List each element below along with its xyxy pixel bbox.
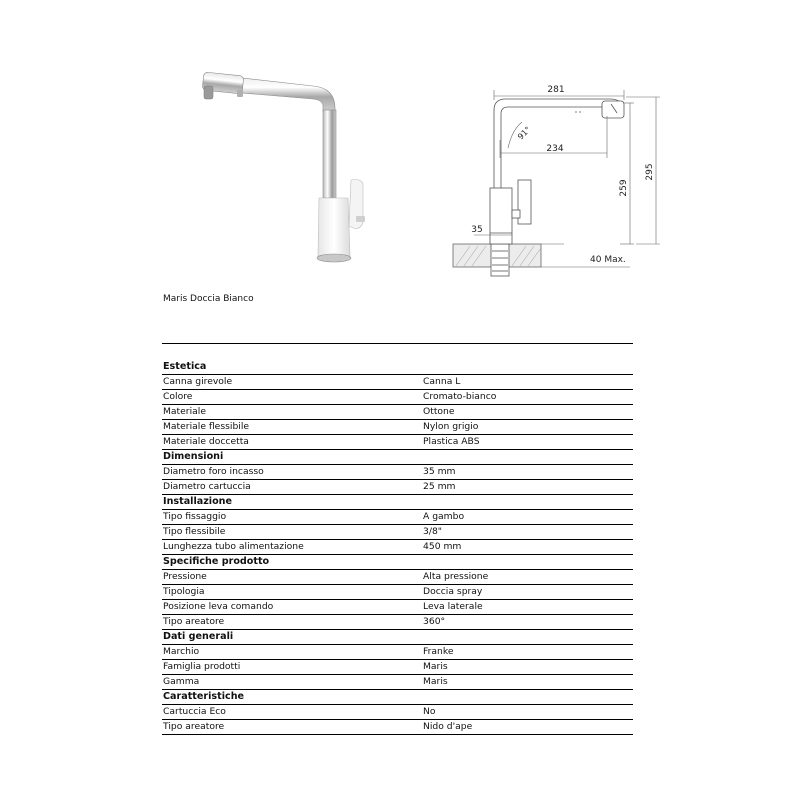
- spec-value: Doccia spray: [423, 586, 483, 597]
- dim-total-width: 281: [547, 85, 565, 95]
- spec-value: Cromato-bianco: [423, 391, 497, 402]
- spec-label: Famiglia prodotti: [163, 661, 241, 672]
- spec-label: Tipo flessibile: [163, 526, 226, 537]
- spec-label: Pressione: [163, 571, 207, 582]
- spec-label: Tipo areatore: [163, 721, 225, 732]
- spec-label: Diametro foro incasso: [163, 466, 264, 477]
- dim-height-spout: 259: [619, 179, 629, 197]
- section-title: Estetica: [163, 361, 207, 372]
- spec-row: [162, 600, 633, 615]
- spec-row: [162, 675, 633, 690]
- spec-label: Tipologia: [163, 586, 205, 597]
- product-caption: Maris Doccia Bianco: [163, 294, 254, 304]
- section-header: [162, 630, 633, 645]
- spec-label: Colore: [163, 391, 193, 402]
- spec-row: [162, 705, 633, 720]
- spec-row: [162, 420, 633, 435]
- spec-row: [162, 615, 633, 630]
- spec-value: 360°: [423, 616, 446, 627]
- spec-row: [162, 585, 633, 600]
- spec-value: A gambo: [423, 511, 465, 522]
- section-header: [162, 690, 633, 705]
- spec-label: Cartuccia Eco: [163, 706, 226, 717]
- section-title: Dimensioni: [163, 451, 224, 462]
- spec-label: Marchio: [163, 646, 200, 657]
- spec-value: 35 mm: [423, 466, 456, 477]
- section-title: Specifiche prodotto: [163, 556, 270, 567]
- technical-drawing: [440, 70, 665, 290]
- spec-value: Maris: [423, 676, 448, 687]
- spec-label: Materiale: [163, 406, 206, 417]
- dim-hole: 35: [471, 225, 483, 235]
- spec-label: Tipo fissaggio: [163, 511, 227, 522]
- spec-value: Nido d'ape: [423, 721, 473, 732]
- section-header: [162, 450, 633, 465]
- spec-label: Posizione leva comando: [163, 601, 274, 612]
- spec-row: [162, 645, 633, 660]
- spec-label: Canna girevole: [163, 376, 233, 387]
- spec-value: Canna L: [423, 376, 461, 387]
- section-title: Installazione: [163, 496, 233, 507]
- spec-row: [162, 390, 633, 405]
- dim-total-height: 295: [645, 163, 655, 181]
- spec-label: Materiale flessibile: [163, 421, 250, 432]
- spec-row: [162, 480, 633, 495]
- spec-value: No: [423, 706, 436, 717]
- spec-row: [162, 660, 633, 675]
- section-header: [162, 555, 633, 570]
- spec-table: [162, 343, 633, 735]
- spec-value: 25 mm: [423, 481, 456, 492]
- spec-value: Nylon grigio: [423, 421, 479, 432]
- spec-row: [162, 540, 633, 555]
- spec-value: Ottone: [423, 406, 455, 417]
- spec-row: [162, 375, 633, 390]
- dim-angle: 91°: [516, 125, 533, 142]
- spec-label: Gamma: [163, 676, 200, 687]
- section-header: [162, 495, 633, 510]
- spec-label: Lunghezza tubo alimentazione: [163, 541, 304, 552]
- spec-label: Diametro cartuccia: [163, 481, 251, 492]
- spec-row: [162, 570, 633, 585]
- section-title: Dati generali: [163, 631, 234, 642]
- spec-value: Leva laterale: [423, 601, 483, 612]
- spec-value: 450 mm: [423, 541, 462, 552]
- spec-value: 3/8": [423, 526, 443, 537]
- product-photo: [185, 60, 385, 275]
- spec-value: Plastica ABS: [423, 436, 480, 447]
- spec-row: [162, 525, 633, 540]
- spec-value: Franke: [423, 646, 454, 657]
- spec-row: [162, 405, 633, 420]
- spec-value: Alta pressione: [423, 571, 489, 582]
- spec-row: [162, 435, 633, 450]
- spec-row: [162, 720, 633, 735]
- spec-value: Maris: [423, 661, 448, 672]
- section-title: Caratteristiche: [163, 691, 245, 702]
- section-header: [162, 360, 633, 375]
- spec-label: Tipo areatore: [163, 616, 225, 627]
- spec-label: Materiale doccetta: [163, 436, 249, 447]
- dim-spout-reach: 234: [546, 144, 564, 154]
- spec-row: [162, 465, 633, 480]
- spec-row: [162, 510, 633, 525]
- dim-thickness: 40 Max.: [590, 255, 626, 265]
